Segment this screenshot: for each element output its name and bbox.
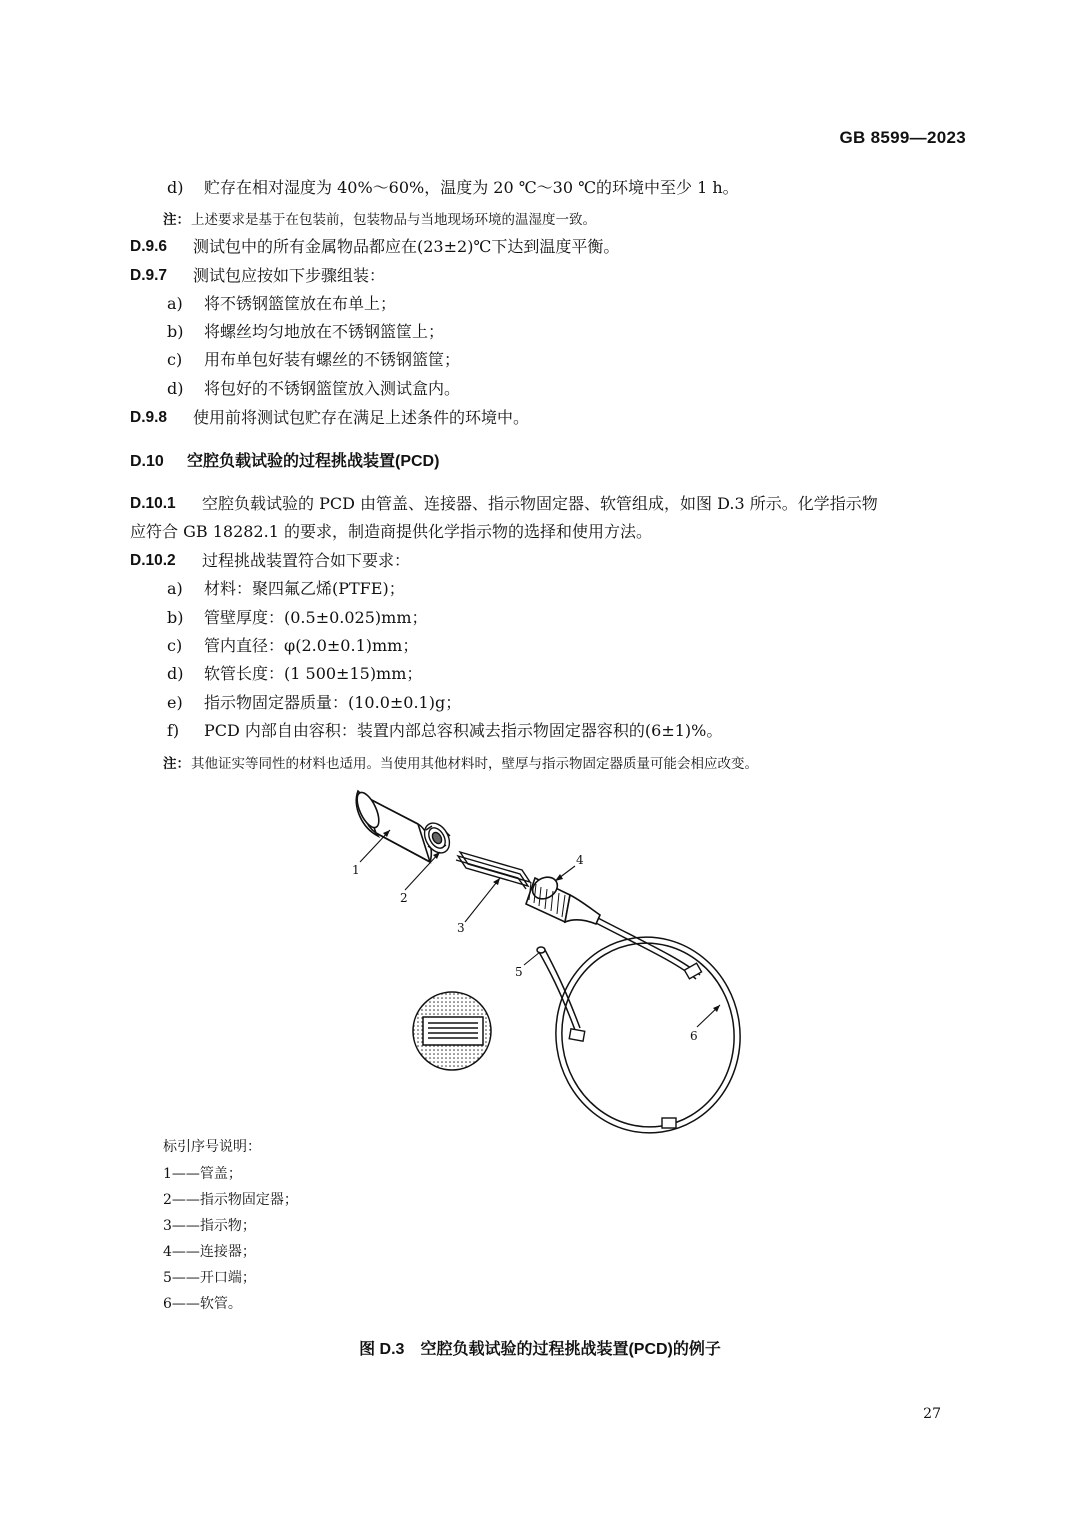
callout-2: 2 [400, 891, 408, 905]
clause-number: D.9.8 [130, 409, 168, 426]
legend-title: 标引序号说明： [163, 1139, 261, 1155]
tube-cap [353, 789, 432, 862]
list-text: 用布单包好装有螺丝的不锈钢篮筐； [204, 350, 461, 369]
legend-item: 2——指示物固定器； [163, 1192, 298, 1208]
list-label: c) [167, 350, 183, 369]
list-text: 管壁厚度：(0.5±0.025)mm； [204, 608, 428, 627]
note-text: 其他证实等同性的材料也适用。当使用其他材料时，壁厚与指示物固定器质量可能会相应改变。 [191, 756, 758, 772]
figure-caption: 图 D.3 空腔负载试验的过程挑战装置(PCD)的例子 [359, 1341, 721, 1358]
document-code: GB 8599—2023 [839, 128, 966, 147]
list-text: 将螺丝均匀地放在不锈钢篮筐上； [204, 322, 445, 341]
clause-number: D.9.6 [130, 238, 168, 255]
section-number: D.10 [130, 453, 164, 470]
clause-number: D.10.1 [130, 495, 176, 512]
list-label: d) [167, 664, 184, 683]
list-label: a) [167, 579, 183, 598]
leader-lines [360, 830, 720, 1027]
list-label: b) [167, 608, 184, 627]
list-label: f) [167, 721, 180, 740]
list-text: 贮存在相对湿度为 40%～60%，温度为 20 ℃～30 ℃的环境中至少 1 h。 [204, 178, 739, 197]
clause-number: D.10.2 [130, 552, 176, 569]
legend-item: 4——连接器； [163, 1244, 256, 1260]
note-label: 注： [163, 212, 190, 227]
list-label: a) [167, 294, 183, 313]
callout-4: 4 [576, 853, 584, 867]
callout-5: 5 [515, 965, 523, 979]
note-label: 注： [163, 756, 190, 771]
connector [526, 873, 600, 924]
clause-text: 测试包应按如下步骤组装： [193, 266, 386, 285]
list-label: c) [167, 636, 183, 655]
list-label: d) [167, 178, 184, 197]
list-text: 将包好的不锈钢篮筐放入测试盒内。 [204, 379, 461, 398]
list-text: 软管长度：(1 500±15)mm； [204, 664, 423, 683]
tube [537, 918, 753, 1145]
clause-text: 测试包中的所有金属物品都应在(23±2)℃下达到温度平衡。 [193, 237, 620, 256]
clause-text: 过程挑战装置符合如下要求： [202, 551, 411, 570]
list-text: 将不锈钢篮筐放在布单上； [204, 294, 397, 313]
tube-clip [569, 963, 701, 1128]
clause-text: 使用前将测试包贮存在满足上述条件的环境中。 [193, 408, 530, 427]
clause-text: 应符合 GB 18282.1 的要求，制造商提供化学指示物的选择和使用方法。 [130, 522, 652, 541]
legend-item: 6——软管。 [163, 1296, 242, 1312]
list-text: PCD 内部自由容积：装置内部总容积减去指示物固定器容积的(6±1)%。 [204, 721, 723, 740]
list-text: 管内直径：φ(2.0±0.1)mm； [204, 636, 419, 655]
note-text: 上述要求是基于在包装前，包装物品与当地现场环境的温湿度一致。 [191, 212, 596, 228]
legend-item: 1——管盖； [163, 1166, 242, 1182]
legend-item: 3——指示物； [163, 1218, 256, 1234]
clause-text: 空腔负载试验的 PCD 由管盖、连接器、指示物固定器、软管组成，如图 D.3 所示。化学指示物 [202, 494, 878, 513]
callout-6: 6 [690, 1029, 698, 1043]
page-number: 27 [923, 1406, 941, 1422]
section-title: 空腔负载试验的过程挑战装置(PCD) [187, 453, 440, 470]
legend-item: 5——开口端； [163, 1270, 256, 1286]
clause-number: D.9.7 [130, 267, 168, 284]
list-label: e) [167, 693, 183, 712]
list-text: 指示物固定器质量：(10.0±0.1)g； [204, 693, 462, 712]
list-label: d) [167, 379, 184, 398]
callout-1: 1 [352, 863, 360, 877]
list-label: b) [167, 322, 184, 341]
callout-3: 3 [457, 921, 465, 935]
indicator-strip [456, 852, 530, 889]
cross-section-detail [413, 992, 491, 1070]
list-text: 材料：聚四氟乙烯(PTFE)； [204, 579, 405, 598]
